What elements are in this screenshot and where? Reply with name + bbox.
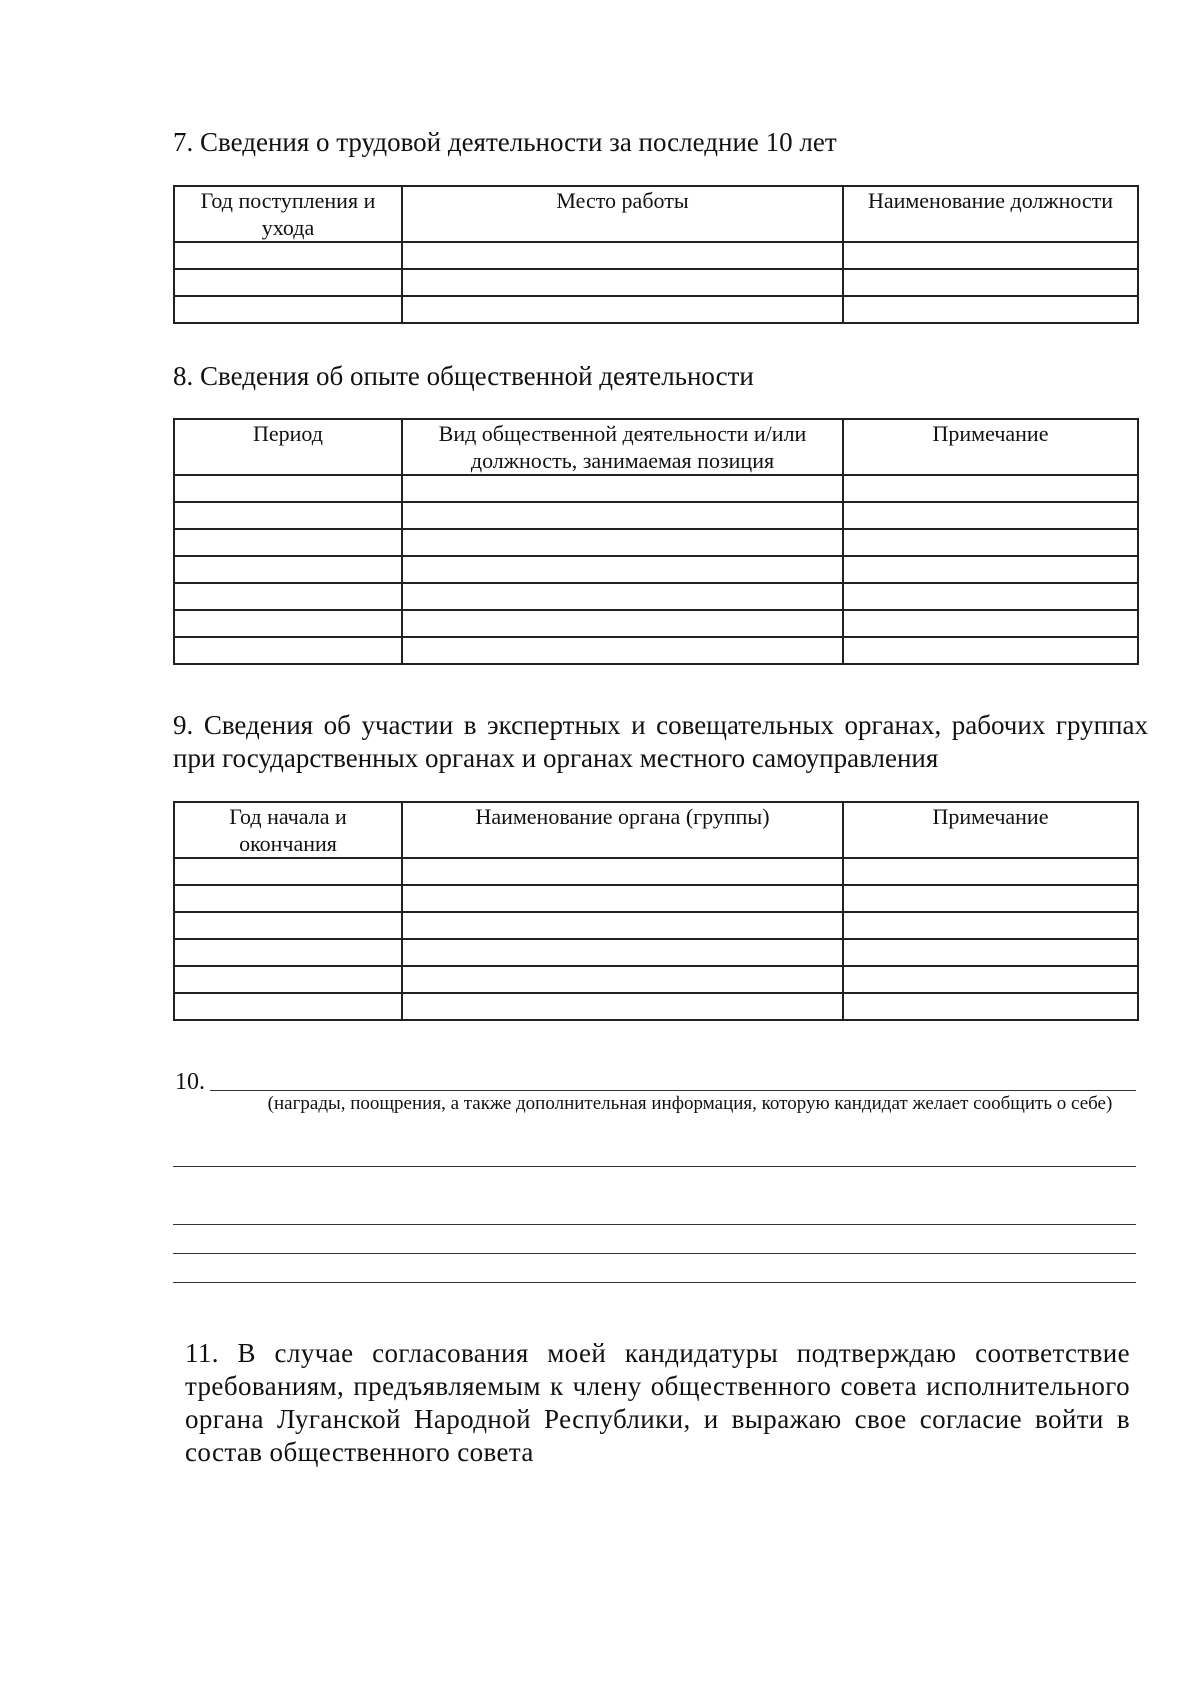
header-period: Период [174,419,402,475]
header-body-name: Наименование органа (группы) [402,802,843,858]
table-row [174,529,1138,556]
table-row [174,242,1138,269]
table-row [174,269,1138,296]
header-years: Год поступления и ухода [174,186,402,242]
table-row [174,637,1138,664]
table-row [174,993,1138,1020]
section10-caption: (награды, поощрения, а также дополнительная информация, которую кандидат желает сообщить о себе) [267,1093,1113,1114]
header-note: Примечание [843,419,1138,475]
table-row [174,296,1138,323]
table-row [174,858,1138,885]
table-row [174,912,1138,939]
table-row [174,939,1138,966]
section11-consent-text: 11. В случае согласования моей кандидатуры подтверждаю соответствие требованиям, предъявляемым к члену общественного совета исполнительного органа Луганской Народной Республики, и выражаю свое согласие войти в состав общественного совета [185,1338,1130,1467]
table-row [174,475,1138,502]
expert-bodies-table [173,801,1139,1021]
header-workplace: Место работы [402,186,843,242]
table-row [174,502,1138,529]
table-row [174,556,1138,583]
blank-line[interactable] [173,1282,1136,1283]
section7-title: 7. Сведения о трудовой деятельности за последние 10 лет [173,127,837,157]
work-history-table [173,185,1139,324]
header-note: Примечание [843,802,1138,858]
table-row [174,583,1138,610]
table-row [174,966,1138,993]
blank-line[interactable] [173,1224,1136,1225]
header-position: Наименование должности [843,186,1138,242]
header-years-span: Год начала и окончания [174,802,402,858]
section10-number: 10. [175,1069,205,1095]
section8-title: 8. Сведения об опыте общественной деятельности [173,361,754,391]
section10-input-line[interactable] [210,1090,1136,1091]
table-row [174,610,1138,637]
blank-line[interactable] [173,1166,1136,1167]
table-row [174,885,1138,912]
public-activity-table [173,418,1139,665]
section9-title: 9. Сведения об участии в экспертных и совещательных органах, рабочих группах при государственных органах и органах местного самоуправления [173,710,1148,773]
blank-line[interactable] [173,1253,1136,1254]
header-activity: Вид общественной деятельности и/или должность, занимаемая позиция [402,419,843,475]
